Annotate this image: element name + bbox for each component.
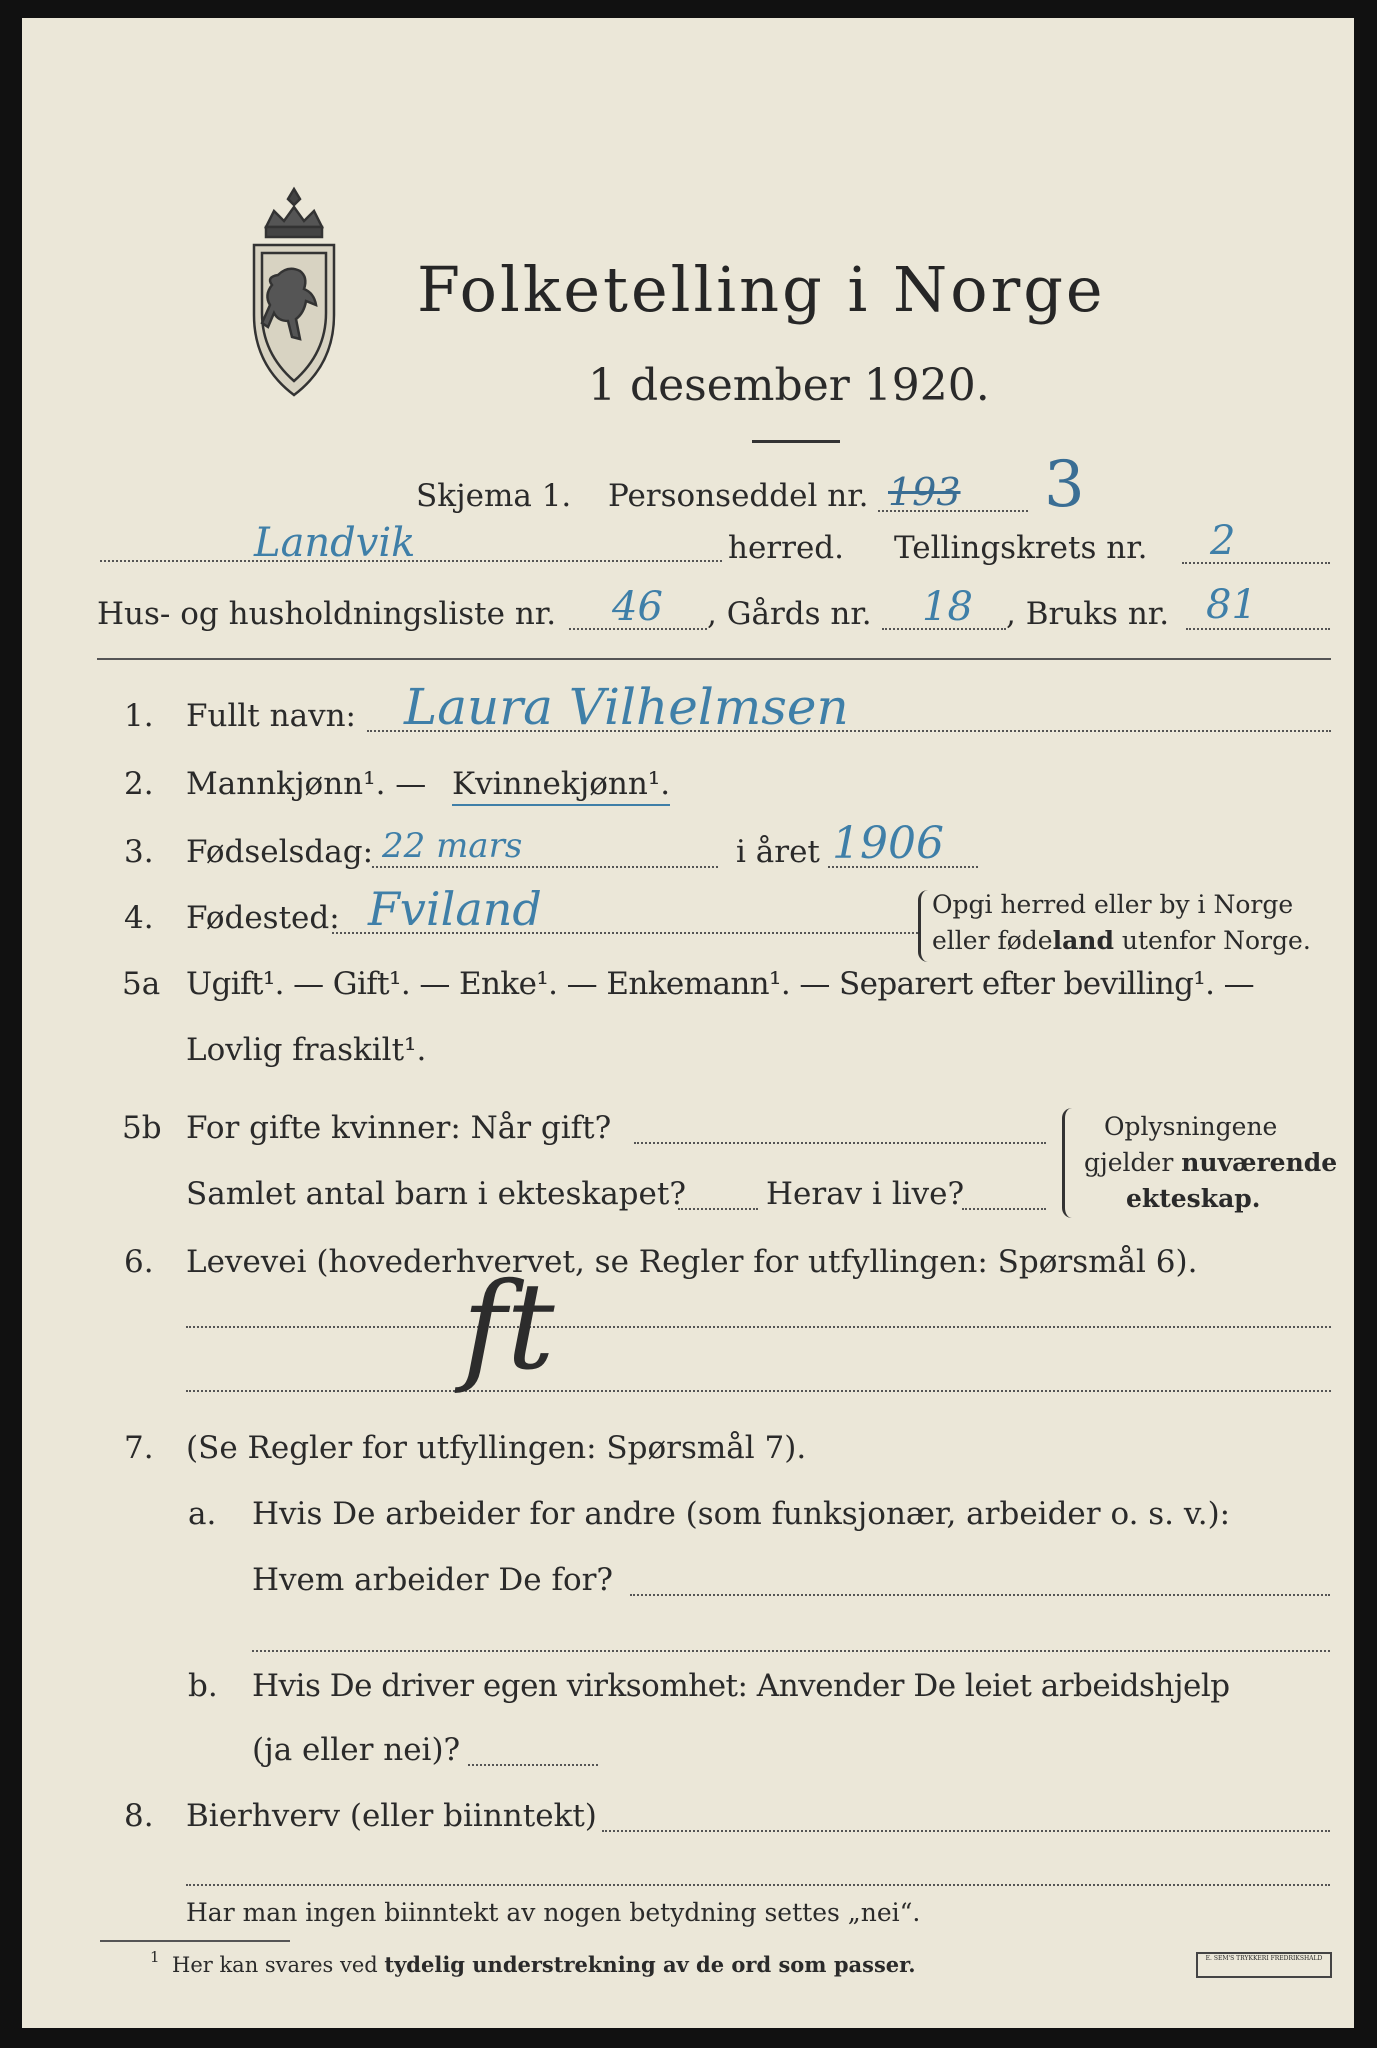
q7b-line2: (ja eller nei)? — [252, 1732, 461, 1768]
q4-label: Fødested: — [186, 900, 340, 936]
q3-number: 3. — [124, 834, 154, 870]
footnote-rule — [100, 1940, 290, 1942]
q5b-note-line2 — [1084, 1148, 1337, 1177]
bottom-note: Har man ingen biinntekt av nogen betydning settes „nei“. — [186, 1898, 921, 1927]
q6-line1 — [186, 1326, 1331, 1328]
q5a-number: 5a — [122, 966, 161, 1002]
q2-male: Mannkjønn¹. — — [186, 766, 427, 802]
hus-value: 46 — [612, 584, 663, 630]
q4-note-line1: Opgi herred eller by i Norge — [932, 890, 1294, 919]
personseddel-struck-value: 193 — [888, 470, 961, 514]
q1-label: Fullt navn: — [186, 698, 356, 734]
q3-year-label: i året — [736, 834, 820, 870]
q5b-line1-dots — [634, 1142, 1046, 1144]
footnote-text — [172, 1952, 916, 1977]
q4-number: 4. — [124, 900, 154, 936]
q7a-line1: Hvis De arbeider for andre (som funksjonær, arbeider o. s. v.): — [252, 1496, 1231, 1532]
q7b-line2-dots — [468, 1764, 598, 1766]
q7a-line3-dots — [252, 1650, 1330, 1652]
q5b-note-line3: ekteskap. — [1126, 1184, 1261, 1213]
q2-female: Kvinnekjønn¹. — [452, 766, 670, 806]
q5b-line1: For gifte kvinner: Når gift? — [186, 1110, 612, 1146]
q5b-line2-dots-b — [962, 1208, 1046, 1210]
q5b-note-line1: Oplysningene — [1104, 1112, 1278, 1141]
footnote-text-b: tydelig understrekning av de ord som passer. — [384, 1952, 916, 1977]
tellingskrets-value: 2 — [1210, 518, 1236, 564]
q6-text: Levevei (hovederhvervet, se Regler for utfyllingen: Spørsmål 6). — [186, 1244, 1198, 1280]
q7a-line2-dots — [630, 1594, 1330, 1596]
q8-line2 — [186, 1884, 1330, 1886]
hus-label: Hus- og husholdningsliste nr. — [97, 596, 557, 632]
bruks-line — [1186, 628, 1330, 630]
q6-line2 — [186, 1390, 1331, 1392]
q7-text: (Se Regler for utfyllingen: Spørsmål 7). — [186, 1430, 807, 1466]
q6-number: 6. — [124, 1244, 154, 1280]
q3-value: 22 mars — [382, 826, 523, 866]
q7-number: 7. — [124, 1430, 154, 1466]
q5b-note-line2-a: gjelder — [1084, 1148, 1182, 1177]
q8-line1 — [602, 1830, 1330, 1832]
personseddel-value: 3 — [1044, 448, 1085, 522]
bruks-value: 81 — [1206, 582, 1257, 628]
q4-note-line2 — [932, 926, 1311, 955]
q8-text: Bierhverv (eller biinntekt) — [186, 1798, 597, 1834]
q3-year-value: 1906 — [832, 818, 944, 869]
q5b-number: 5b — [122, 1110, 162, 1146]
q6-value: ft — [462, 1258, 555, 1397]
q7b-line1: Hvis De driver egen virksomhet: Anvender De leiet arbeidshjelp — [252, 1668, 1230, 1704]
form-title: Folketelling i Norge — [417, 253, 1106, 326]
q4-note-line2-b: land — [1052, 926, 1114, 955]
q7a-line2: Hvem arbeider De for? — [252, 1562, 614, 1598]
q5b-line2-b: Herav i live? — [766, 1176, 965, 1212]
q5b-line2-a: Samlet antal barn i ekteskapet? — [186, 1176, 686, 1212]
q1-number: 1. — [124, 698, 154, 734]
q5a-line1: Ugift¹. — Gift¹. — Enke¹. — Enkemann¹. — Separert efter bevilling¹. — — [186, 966, 1255, 1002]
q3-line — [372, 866, 718, 868]
q8-number: 8. — [124, 1798, 154, 1834]
gards-label: , Gårds nr. — [707, 596, 872, 632]
q5b-note-brace — [1062, 1108, 1075, 1218]
q1-value: Laura Vilhelmsen — [404, 678, 849, 736]
printer-stamp — [1196, 1952, 1332, 1978]
q5b-note-line2-b: nuværende — [1181, 1148, 1338, 1177]
herred-value: Landvik — [254, 520, 416, 566]
q5b-line2-dots-a — [678, 1208, 758, 1210]
header-rule — [97, 658, 1331, 660]
bruks-label: , Bruks nr. — [1006, 596, 1170, 632]
census-date: 1 desember 1920. — [588, 360, 990, 411]
footnote-mark: 1 — [150, 1948, 160, 1966]
q4-note-brace — [918, 890, 929, 962]
footnote-text-a: Her kan svares ved — [172, 1953, 385, 1977]
tellingskrets-line — [1182, 562, 1330, 564]
printer-stamp-text: E. SEM'S TRYKKERI FREDRIKSHALD — [1205, 1955, 1323, 1962]
q3-label: Fødselsdag: — [186, 834, 374, 870]
gards-value: 18 — [922, 584, 973, 630]
coat-of-arms-icon — [244, 183, 344, 399]
q7a-label: a. — [188, 1496, 217, 1532]
q4-note-line2-c: utenfor Norge. — [1113, 926, 1311, 955]
q7b-label: b. — [188, 1668, 218, 1704]
skjema-label: Skjema 1. — [416, 478, 572, 514]
tellingskrets-label: Tellingskrets nr. — [894, 530, 1148, 566]
herred-label: herred. — [728, 530, 844, 566]
q4-value: Fviland — [368, 882, 542, 936]
title-divider — [752, 440, 840, 443]
personseddel-label: Personseddel nr. — [608, 478, 869, 514]
census-form — [22, 18, 1354, 2028]
q4-note-line2-a: eller føde — [932, 926, 1053, 955]
q5a-line2: Lovlig fraskilt¹. — [186, 1032, 427, 1068]
q2-number: 2. — [124, 766, 154, 802]
